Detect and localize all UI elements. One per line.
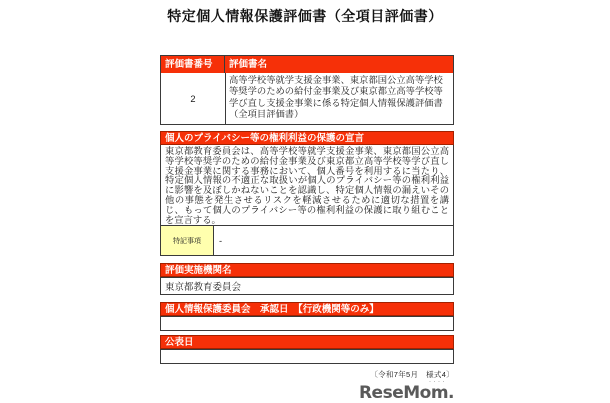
agency-section <box>160 263 454 295</box>
publication-date-value <box>160 349 454 364</box>
privacy-declaration-section <box>160 131 454 256</box>
page-title: 特定個人情報保護評価書（全項目評価書） <box>167 8 443 24</box>
summary-table-data-row <box>161 73 453 124</box>
special-notes-value: - <box>219 235 223 246</box>
evaluation-form <box>160 55 454 403</box>
agency-header: 評価実施機関名 <box>160 263 454 277</box>
resemom-logo-dots-icon: ・・・・ <box>428 379 446 384</box>
resemom-logo <box>160 379 454 403</box>
summary-table-header-row <box>161 56 453 73</box>
publication-date-header: 公表日 <box>160 335 454 349</box>
privacy-declaration-body: 東京都教育委員会は、高等学校等就学支援金事業、東京都国公立高等学校等奨学のための給付金事業及び東京都立高等学校等学び直し支援金事業に関する事務において、個人番号を利用するに当たり、特定個人情報の不適正な取扱いが個人のプライバシー等の権利利益に影響を及ぼしかねないことを認識し、特定個人情報の漏えいその他の事態を発生させるリスクを軽減させるために適切な措置を講じ、もって個人のプライバシー等の権利利益の保護に取り組むことを宣言する。 <box>160 145 454 226</box>
form-revision-note: 〔令和7年5月 様式4〕 <box>370 370 454 379</box>
special-notes-row <box>160 226 454 256</box>
eval-name-column-header: 評価書名 <box>229 59 268 70</box>
evaluation-summary-table <box>160 55 454 125</box>
resemom-logo-text: ReseMom. <box>358 383 454 403</box>
approval-date-section <box>160 302 454 331</box>
eval-name-value: 高等学校等就学支援金事業、東京都国公立高等学校等奨学のための給付金事業及び東京都立高等学校等学び直し支援金事業に係る特定個人情報保護評価書（全項目評価書） <box>229 75 443 120</box>
eval-number-value: 2 <box>161 73 226 124</box>
approval-date-value <box>160 316 454 331</box>
approval-date-header: 個人情報保護委員会 承認日 【行政機関等のみ】 <box>160 302 454 316</box>
eval-number-column-header: 評価書番号 <box>161 56 225 73</box>
privacy-declaration-header: 個人のプライバシー等の権利利益の保護の宣言 <box>160 131 454 145</box>
publication-date-section <box>160 335 454 364</box>
special-notes-label: 特記事項 <box>161 226 214 255</box>
agency-value: 東京都教育委員会 <box>160 277 454 295</box>
